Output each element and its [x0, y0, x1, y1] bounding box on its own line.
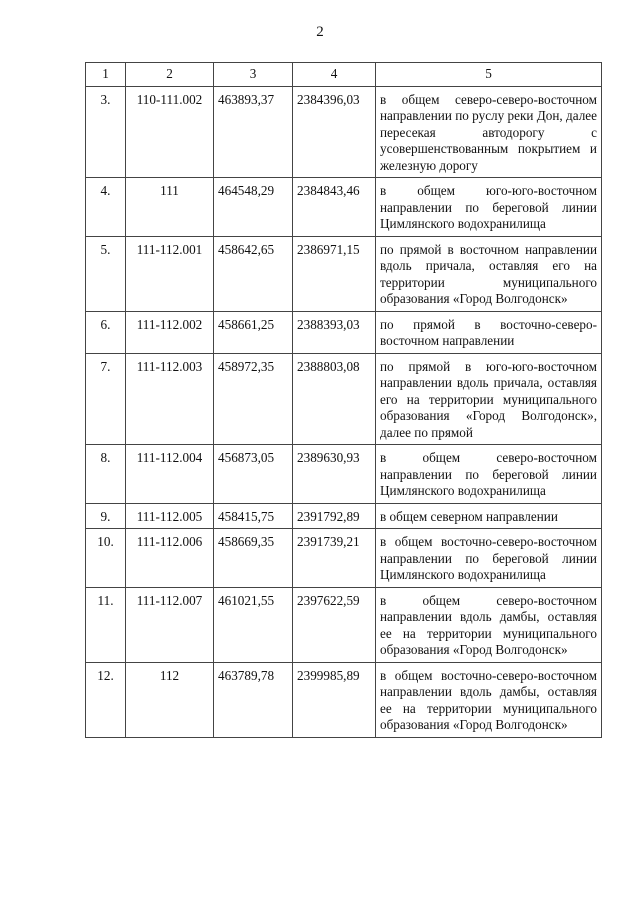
row-number: 5. — [86, 236, 126, 311]
coordinate-y: 2399985,89 — [293, 662, 376, 737]
boundary-description: по прямой в восточном направлении вдоль причала, оставляя его на территории муниципального образования «Город Волгодонск» — [376, 236, 602, 311]
point-id: 110-111.002 — [126, 86, 214, 178]
coordinate-x: 463893,37 — [214, 86, 293, 178]
header-cell-4: 4 — [293, 63, 376, 87]
row-number: 7. — [86, 353, 126, 445]
page-number: 2 — [316, 24, 324, 40]
coordinate-y: 2391739,21 — [293, 529, 376, 588]
coordinate-y: 2391792,89 — [293, 503, 376, 529]
row-number: 9. — [86, 503, 126, 529]
boundary-description: по прямой в юго-юго-восточном направлении вдоль причала, оставляя его на территории муниципального образования «Город Волгодонск», далее по прямой — [376, 353, 602, 445]
header-row — [86, 63, 602, 87]
header-cell-2: 2 — [126, 63, 214, 87]
row-number: 10. — [86, 529, 126, 588]
boundary-table — [85, 62, 602, 738]
table-body — [86, 86, 602, 737]
boundary-description: по прямой в восточно-северо-восточном направлении — [376, 311, 602, 353]
boundary-description: в общем северо-восточном направлении вдоль дамбы, оставляя ее на территории муниципального образования «Город Волгодонск» — [376, 587, 602, 662]
coordinate-x: 463789,78 — [214, 662, 293, 737]
header-cell-5: 5 — [376, 63, 602, 87]
table-row — [86, 503, 602, 529]
coordinate-x: 458415,75 — [214, 503, 293, 529]
boundary-description: в общем северном направлении — [376, 503, 602, 529]
boundary-description: в общем юго-юго-восточном направлении по береговой линии Цимлянского водохранилища — [376, 178, 602, 237]
table-row — [86, 86, 602, 178]
point-id: 111 — [126, 178, 214, 237]
table-row — [86, 445, 602, 504]
table-row — [86, 236, 602, 311]
point-id: 111-112.001 — [126, 236, 214, 311]
table-row — [86, 587, 602, 662]
boundary-description: в общем северо-восточном направлении по береговой линии Цимлянского водохранилища — [376, 445, 602, 504]
point-id: 111-112.002 — [126, 311, 214, 353]
coordinate-x: 464548,29 — [214, 178, 293, 237]
table-row — [86, 662, 602, 737]
coordinate-x: 458972,35 — [214, 353, 293, 445]
table-header — [86, 63, 602, 87]
row-number: 3. — [86, 86, 126, 178]
point-id: 111-112.003 — [126, 353, 214, 445]
coordinate-x: 461021,55 — [214, 587, 293, 662]
row-number: 6. — [86, 311, 126, 353]
coordinate-y: 2386971,15 — [293, 236, 376, 311]
boundary-description: в общем восточно-северо-восточном направлении вдоль дамбы, оставляя ее на территории муниципального образования «Город Волгодонск» — [376, 662, 602, 737]
coordinate-y: 2388393,03 — [293, 311, 376, 353]
point-id: 111-112.004 — [126, 445, 214, 504]
header-cell-1: 1 — [86, 63, 126, 87]
point-id: 112 — [126, 662, 214, 737]
table-row — [86, 311, 602, 353]
coordinate-y: 2388803,08 — [293, 353, 376, 445]
coordinate-y: 2389630,93 — [293, 445, 376, 504]
coordinate-x: 456873,05 — [214, 445, 293, 504]
header-cell-3: 3 — [214, 63, 293, 87]
coordinate-x: 458669,35 — [214, 529, 293, 588]
table-row — [86, 178, 602, 237]
boundary-description: в общем северо-северо-восточном направлении по руслу реки Дон, далее пересекая автодорогу с усовершенствованным покрытием и железную дорогу — [376, 86, 602, 178]
point-id: 111-112.007 — [126, 587, 214, 662]
coordinate-y: 2384843,46 — [293, 178, 376, 237]
point-id: 111-112.005 — [126, 503, 214, 529]
row-number: 8. — [86, 445, 126, 504]
coordinate-x: 458642,65 — [214, 236, 293, 311]
coordinate-y: 2397622,59 — [293, 587, 376, 662]
row-number: 4. — [86, 178, 126, 237]
row-number: 11. — [86, 587, 126, 662]
row-number: 12. — [86, 662, 126, 737]
coordinate-y: 2384396,03 — [293, 86, 376, 178]
boundary-description: в общем восточно-северо-восточном направлении по береговой линии Цимлянского водохранилища — [376, 529, 602, 588]
table-row — [86, 353, 602, 445]
point-id: 111-112.006 — [126, 529, 214, 588]
table-row — [86, 529, 602, 588]
coordinate-x: 458661,25 — [214, 311, 293, 353]
